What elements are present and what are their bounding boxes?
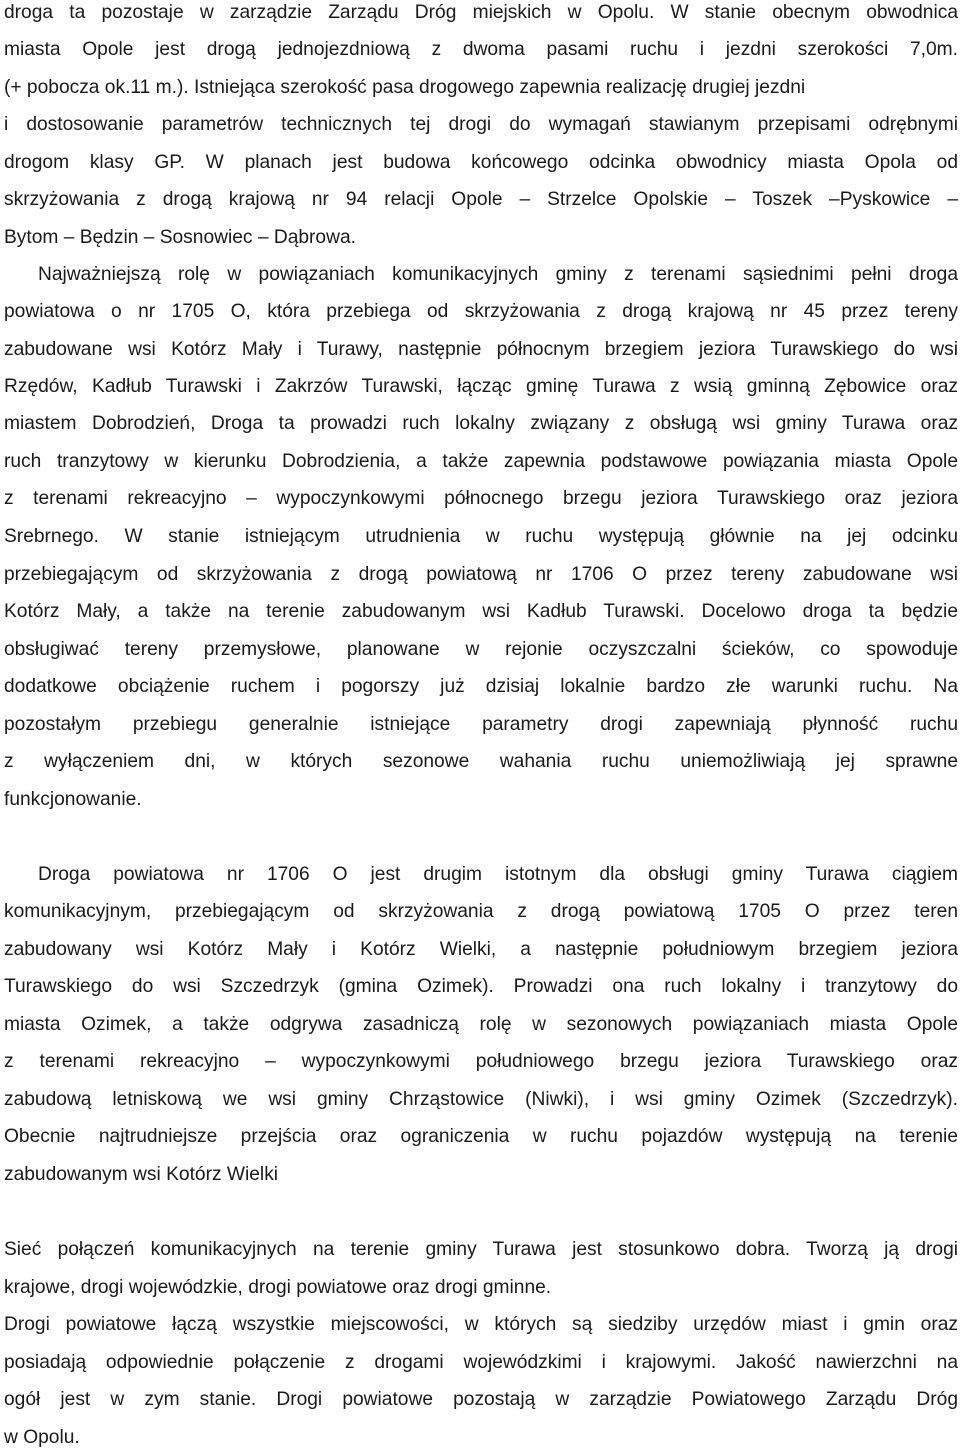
text-line: zabudowany wsi Kotórz Mały i Kotórz Wielki, a następnie południowym brzegiem jeziora (4, 939, 958, 960)
text-line: Turawskiego do wsi Szczedrzyk (gmina Ozimek). Prowadzi ona ruch lokalny i tranzytowy do (4, 976, 958, 997)
text-line: powiatowa o nr 1705 O, która przebiega od skrzyżowania z drogą krajową nr 45 przez tereny (4, 301, 958, 322)
text-line: dodatkowe obciążenie ruchem i pogorszy już dzisiaj lokalnie bardzo złe warunki ruchu. Na (4, 676, 958, 697)
text-line: Bytom – Będzin – Sosnowiec – Dąbrowa. (4, 227, 356, 248)
text-line: Droga powiatowa nr 1706 O jest drugim istotnym dla obsługi gminy Turawa ciągiem (38, 864, 958, 885)
text-line: obsługiwać tereny przemysłowe, planowane w rejonie oczyszczalni ścieków, co spowoduje (4, 639, 958, 660)
text-line: Drogi powiatowe łączą wszystkie miejscowości, w których są siedziby urzędów miast i gmin oraz (4, 1314, 958, 1335)
text-line: komunikacyjnym, przebiegającym od skrzyżowania z drogą powiatową 1705 O przez teren (4, 901, 958, 922)
text-line: krajowe, drogi wojewódzkie, drogi powiatowe oraz drogi gminne. (4, 1277, 552, 1298)
text-line: zabudowane wsi Kotórz Mały i Turawy, następnie północnym brzegiem jeziora Turawskiego do wsi (4, 339, 958, 360)
text-line: skrzyżowania z drogą krajową nr 94 relacji Opole – Strzelce Opolskie – Toszek –Pyskowice – (4, 189, 958, 210)
text-line: ogół jest w zym stanie. Drogi powiatowe pozostają w zarządzie Powiatowego Zarządu Dróg (4, 1389, 958, 1410)
text-line: Sieć połączeń komunikacyjnych na terenie gminy Turawa jest stosunkowo dobra. Tworzą ją drogi (4, 1239, 958, 1260)
text-line: Najważniejszą rolę w powiązaniach komunikacyjnych gminy z terenami sąsiednimi pełni droga (38, 264, 958, 285)
text-line: zabudowanym wsi Kotórz Wielki (4, 1164, 279, 1185)
text-line: przebiegającym od skrzyżowania z drogą powiatową nr 1706 O przez tereny zabudowane wsi (4, 564, 958, 585)
text-line: pozostałym przebiegu generalnie istniejące parametry drogi zapewniają płynność ruchu (4, 714, 958, 735)
text-line: miasta Opole jest drogą jednojezdniową z dwoma pasami ruchu i jezdni szerokości 7,0m. (4, 39, 958, 60)
text-line: z terenami rekreacyjno – wypoczynkowymi północnego brzegu jeziora Turawskiego oraz jeziora (4, 488, 958, 509)
text-line: Kotórz Mały, a także na terenie zabudowanym wsi Kadłub Turawski. Docelowo droga ta będzie (4, 601, 958, 622)
text-line: Rzędów, Kadłub Turawski i Zakrzów Turawski, łącząc gminę Turawa z wsią gminną Zębowice oraz (4, 376, 958, 397)
text-line: droga ta pozostaje w zarządzie Zarządu Dróg miejskich w Opolu. W stanie obecnym obwodnica (4, 2, 958, 23)
text-line: ruch tranzytowy w kierunku Dobrodzienia, a także zapewnia podstawowe powiązania miasta Opole (4, 451, 958, 472)
text-line: z terenami rekreacyjno – wypoczynkowymi południowego brzegu jeziora Turawskiego oraz (4, 1051, 958, 1072)
text-line: zabudową letniskową we wsi gminy Chrząstowice (Niwki), i wsi gminy Ozimek (Szczedrzyk). (4, 1089, 958, 1110)
text-line: z wyłączeniem dni, w których sezonowe wahania ruchu uniemożliwiają jej sprawne (4, 751, 958, 772)
text-line: (+ pobocza ok.11 m.). Istniejąca szerokość pasa drogowego zapewnia realizację drugiej jezdni (4, 77, 806, 98)
text-line: miastem Dobrodzień, Droga ta prowadzi ruch lokalny związany z obsługą wsi gminy Turawa oraz (4, 413, 958, 434)
text-line: posiadają odpowiednie połączenie z drogami wojewódzkimi i krajowymi. Jakość nawierzchni na (4, 1352, 958, 1373)
text-line: funkcjonowanie. (4, 789, 142, 810)
text-line: i dostosowanie parametrów technicznych tej drogi do wymagań stawianym przepisami odrębnymi (4, 114, 958, 135)
text-line: miasta Ozimek, a także odgrywa zasadniczą rolę w sezonowych powiązaniach miasta Opole (4, 1014, 958, 1035)
text-line: Srebrnego. W stanie istniejącym utrudnienia w ruchu występują głównie na jej odcinku (4, 526, 958, 547)
text-line: drogom klasy GP. W planach jest budowa końcowego odcinka obwodnicy miasta Opola od (4, 152, 958, 173)
text-line: w Opolu. (4, 1427, 80, 1448)
text-line: Obecnie najtrudniejsze przejścia oraz ograniczenia w ruchu pojazdów występują na terenie (4, 1126, 958, 1147)
